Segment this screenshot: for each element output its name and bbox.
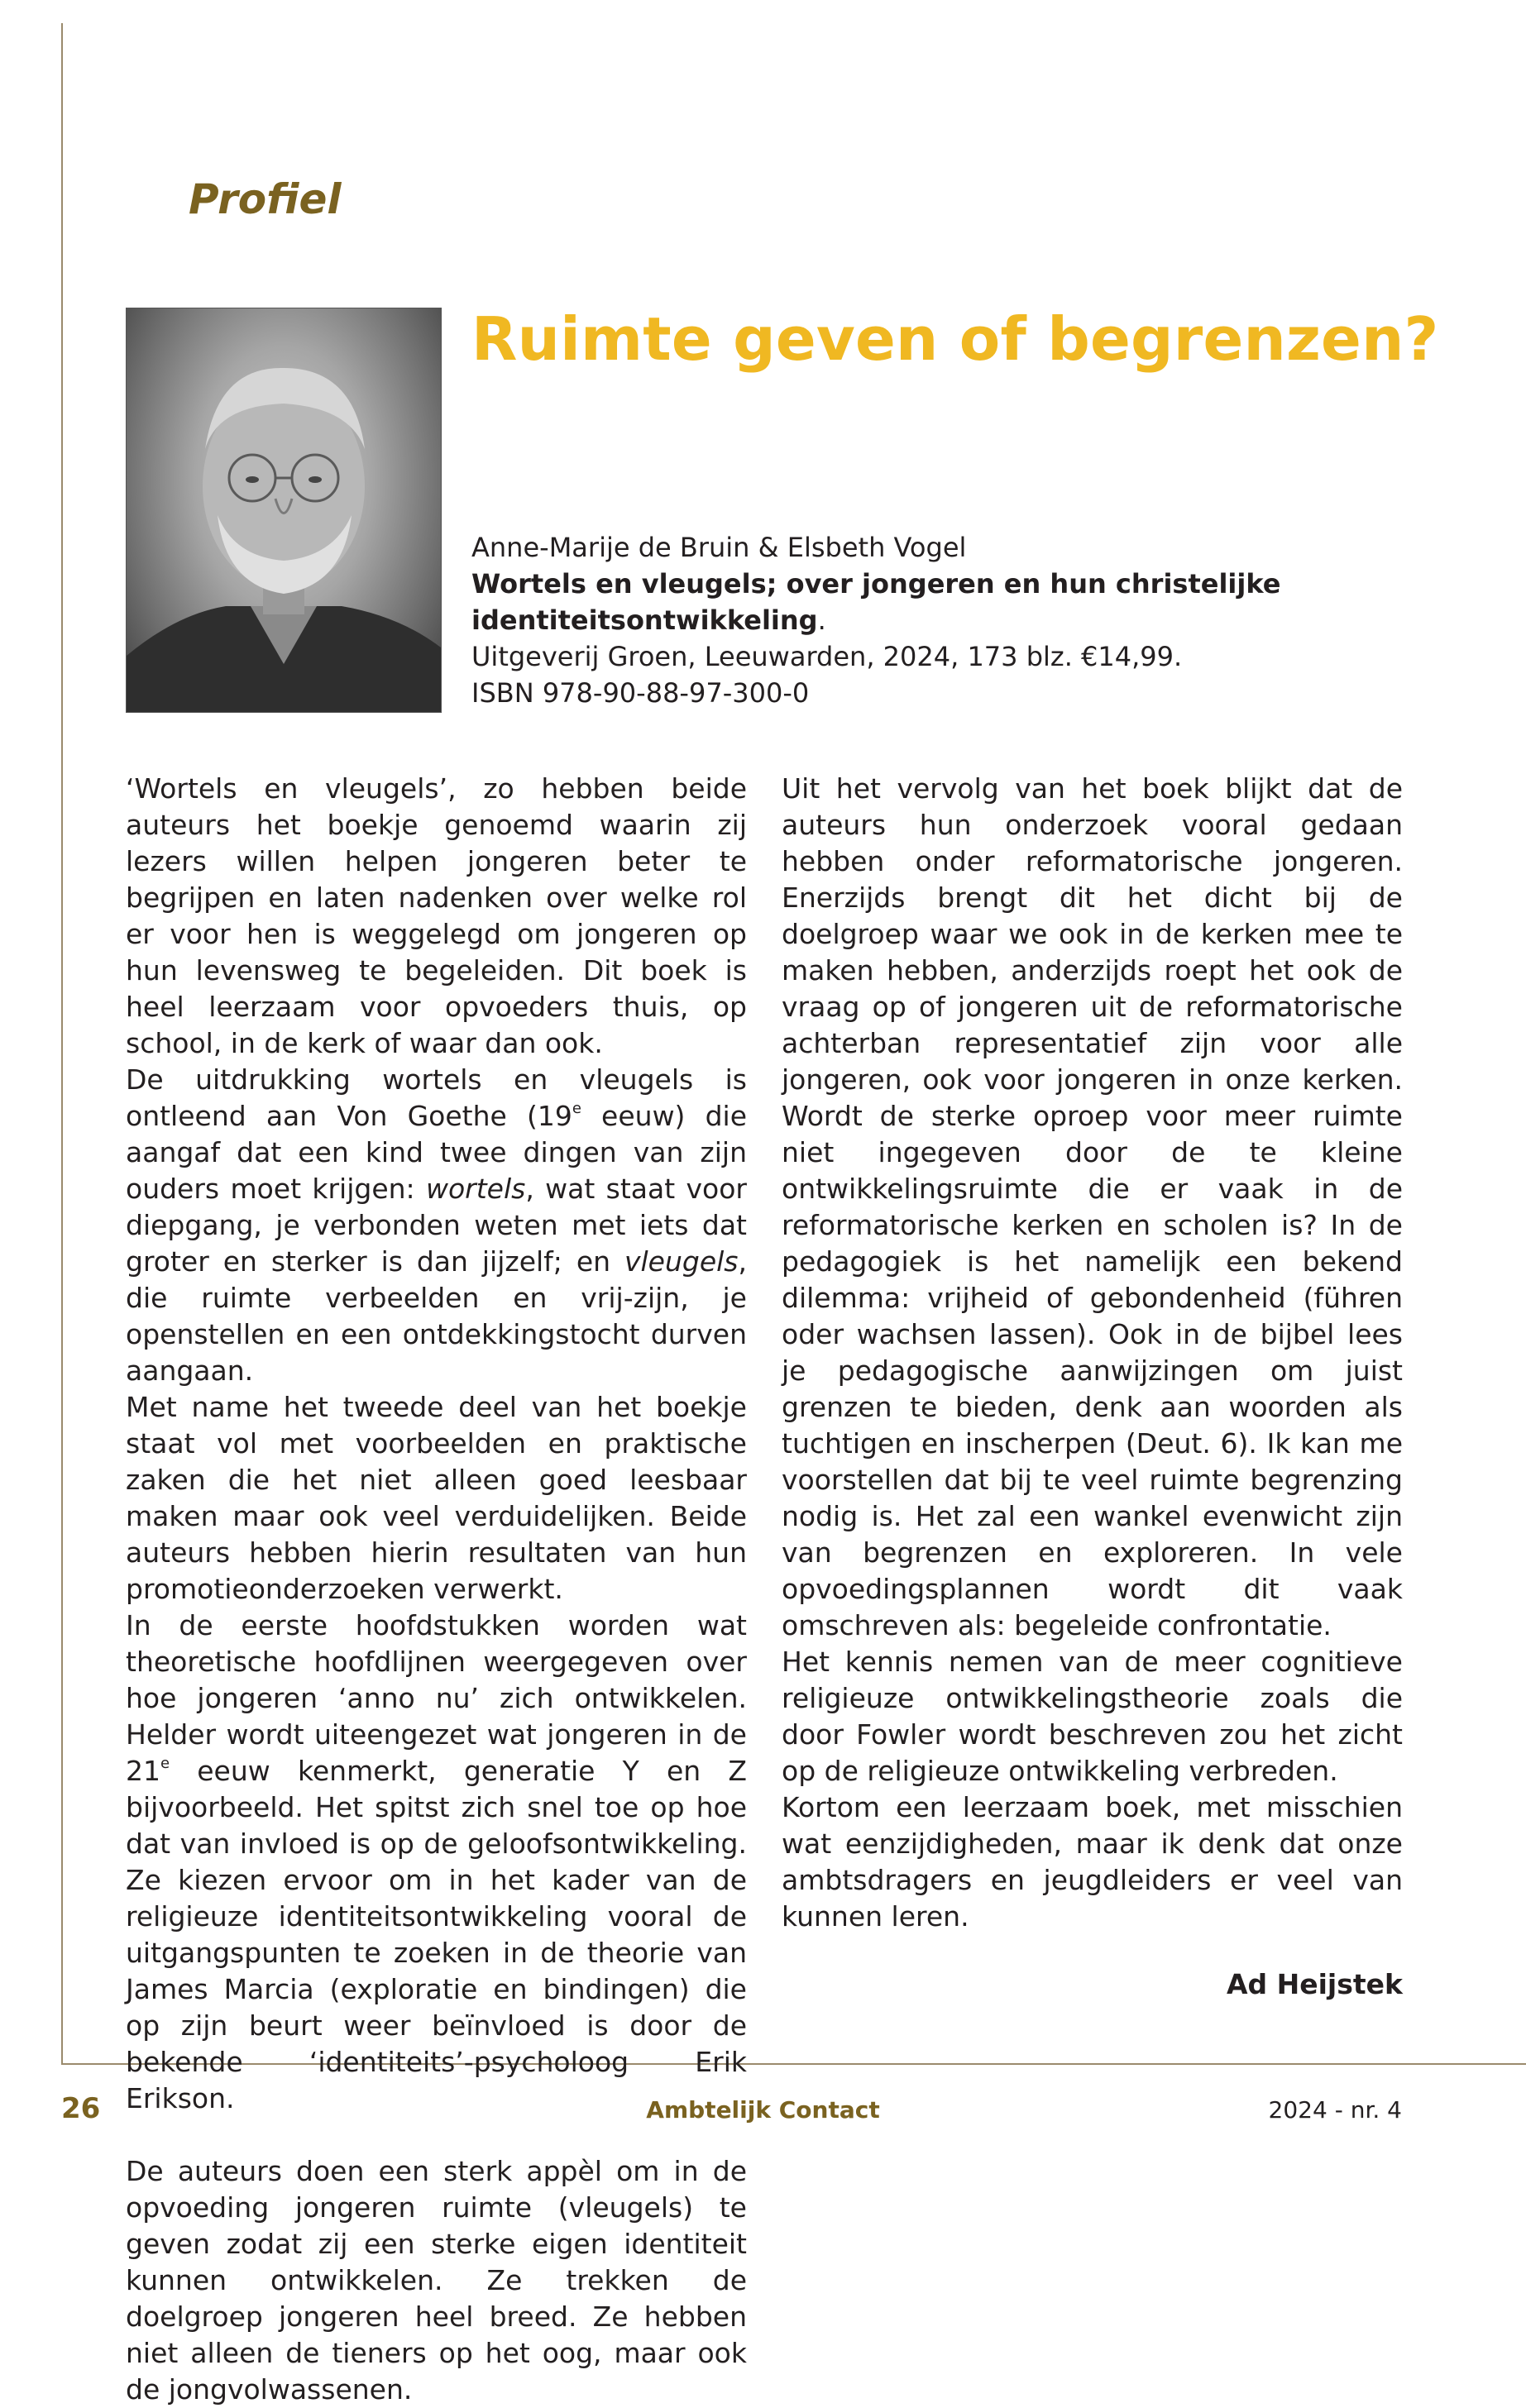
section-label: Profiel bbox=[189, 175, 342, 223]
emphasis-wortels: wortels bbox=[426, 1173, 526, 1205]
paragraph-8: Kortom een leerzaam boek, met misschien wat eenzijdigheden, maar ik denk dat onze ambtsdragers en jeugdleiders er veel van kunnen leren. bbox=[782, 1791, 1403, 1933]
paragraph-6: Uit het vervolg van het boek blijkt dat de auteurs hun onderzoek vooral gedaan hebben onder reformatorische jongeren. Enerzijds brengt dit het dicht bij de doelgroep waar we ook in de kerken mee te maken hebben, anderzijds roept het ook de vraag op of jongeren uit de reformatorische achterban representatief zijn voor alle jongeren, ook voor jongeren in onze kerken. Wordt de sterke oproep voor meer ruimte niet ingegeven door de te kleine ontwikkelingsruimte die er vaak in de reformatorische kerken en scholen is? In de pedagogiek is het namelijk een bekend dilemma: vrijheid of gebondenheid (führen oder wachsen lassen). Ook in de bijbel lees je pedagogische aanwijzingen om juist grenzen te bieden, denk aan woorden als tuchtigen en inscherpen (Deut. 6). Ik kan me voorstellen dat bij te veel ruimte begrenzing nodig is. Het zal een wankel evenwicht zijn van begrenzen en exploreren. In vele opvoedingsplannen wordt dit vaak omschreven als: begeleide confrontatie. bbox=[782, 772, 1403, 1641]
issue-number: 2024 - nr. 4 bbox=[1268, 2096, 1402, 2124]
left-margin-rule bbox=[61, 23, 63, 2065]
magazine-name: Ambtelijk Contact bbox=[646, 2096, 880, 2124]
paragraph-2-part-c: , wat staat voor diepgang, je verbonden weten met iets dat groter en sterker is dan jijzelf; en bbox=[126, 1173, 747, 1278]
book-title-line1: Wortels en vleugels; over jongeren en hun christelijke bbox=[471, 568, 1281, 600]
book-title-line2-text: identiteitsontwikkeling bbox=[471, 604, 818, 636]
book-info bbox=[471, 529, 1423, 711]
paragraph-2 bbox=[126, 1062, 747, 1389]
page-number: 26 bbox=[61, 2092, 101, 2125]
author-signature: Ad Heijstek bbox=[1226, 1968, 1403, 2000]
paragraph-3: Met name het tweede deel van het boekje staat vol met voorbeelden en praktische zaken die het niet alleen goed leesbaar maken maar ook veel verduidelijken. Beide auteurs hebben hierin resultaten van hun promotieonderzoeken verwerkt. bbox=[126, 1391, 747, 1605]
paragraph-7: Het kennis nemen van de meer cognitieve religieuze ontwikkelingstheorie zoals die door Fowler wordt beschreven zou het zicht op de religieuze ontwikkeling verbreden. bbox=[782, 1646, 1403, 1787]
article-title: Ruimte geven of begrenzen? bbox=[471, 304, 1439, 374]
superscript-e: e bbox=[160, 1755, 170, 1772]
paragraph-5: De auteurs doen een sterk appèl om in de opvoeding jongeren ruimte (vleugels) te geven zodat zij een sterke eigen identiteit kunnen ontwikkelen. Ze trekken de doelgroep jongeren heel breed. Ze hebben niet alleen de tieners op het oog, maar ook de jongvolwassenen. bbox=[126, 2155, 747, 2406]
article-column-left bbox=[126, 771, 747, 2408]
paragraph-4-part-b: eeuw kenmerkt, generatie Y en Z bijvoorbeeld. Het spitst zich snel toe op hoe dat van invloed is op de geloofsontwikkeling. Ze kiezen ervoor om in het kader van de religieuze identiteitsontwikkeling vooral de uitgangspunten te zoeken in de theorie van James Marcia (exploratie en bindingen) die op zijn beurt weer beïnvloed is door de bekende ‘identiteits’-psycholoog Erik Erikson. bbox=[126, 1755, 747, 2114]
article-column-right bbox=[782, 771, 1403, 1935]
emphasis-vleugels: vleugels bbox=[624, 1245, 739, 1278]
book-title-line2 bbox=[471, 602, 1423, 638]
book-publisher: Uitgeverij Groen, Leeuwarden, 2024, 173 blz. €14,99. bbox=[471, 641, 1183, 672]
book-authors: Anne-Marije de Bruin & Elsbeth Vogel bbox=[471, 532, 967, 563]
paragraph-2-part-a: De uitdrukking wortels en vleugels is ontleend aan Von Goethe (19 bbox=[126, 1063, 747, 1132]
paragraph-4 bbox=[126, 1608, 747, 2117]
paragraph-2-part-d: , die ruimte verbeelden en vrij-zijn, je openstellen en een ontdekkingstocht durven aangaan. bbox=[126, 1245, 747, 1387]
book-isbn: ISBN 978-90-88-97-300-0 bbox=[471, 677, 810, 709]
book-title-period: . bbox=[817, 604, 826, 636]
superscript-e: e bbox=[572, 1100, 581, 1117]
author-photo bbox=[126, 308, 442, 713]
paragraph-4-part-a: In de eerste hoofdstukken worden wat theoretische hoofdlijnen weergegeven over hoe jongeren ‘anno nu’ zich ontwikkelen. Helder wordt uiteengezet wat jongeren in de 21 bbox=[126, 1609, 747, 1787]
paragraph-2-part-b: eeuw) die aangaf dat een kind twee dingen van zijn ouders moet krijgen: bbox=[126, 1100, 747, 1205]
paragraph-1: ‘Wortels en vleugels’, zo hebben beide auteurs het boekje genoemd waarin zij lezers willen helpen jongeren beter te begrijpen en laten nadenken over welke rol er voor hen is weggelegd om jongeren op hun levensweg te begeleiden. Dit boek is heel leerzaam voor opvoeders thuis, op school, in de kerk of waar dan ook. bbox=[126, 772, 747, 1059]
